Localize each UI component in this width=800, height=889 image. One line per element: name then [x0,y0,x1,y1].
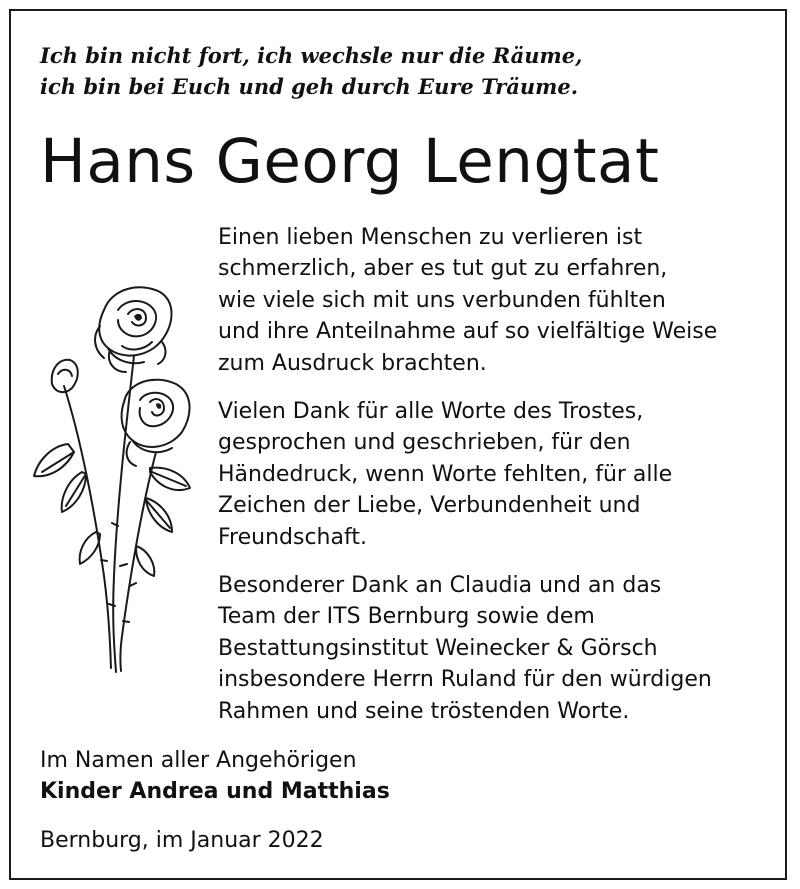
signature-names: Kinder Andrea und Matthias [40,779,390,804]
motto-verse [40,40,582,102]
paragraph-line: Einen lieben Menschen zu verlieren ist [218,225,643,250]
thanks-paragraph-3 [218,570,778,727]
paragraph-line: schmerzlich, aber es tut gut zu erfahren, [218,256,668,282]
deceased-name: Hans Georg Lengtat [40,126,660,197]
paragraph-line: Rahmen und seine tröstenden Worte. [218,698,630,724]
paragraph-line: wie viele sich mit uns verbunden fühlten [218,287,666,313]
paragraph-line: Bestattungsinstitut Weinecker & Görsch [218,635,658,661]
paragraph-line: Händedruck, wenn Worte fehlten, für alle [218,461,673,487]
paragraph-line: gesprochen und geschrieben, für den [218,430,631,456]
paragraph-line: und ihre Anteilnahme auf so vielfältige Weise [218,319,718,345]
place-and-date: Bernburg, im Januar 2022 [40,828,324,853]
thanks-paragraph-1 [218,222,778,379]
motto-line-2: ich bin bei Euch und geh durch Eure Träume. [40,74,579,99]
motto-line-1: Ich bin nicht fort, ich wechsle nur die Räume, [40,43,583,68]
signature-intro: Im Namen aller Angehörigen [40,748,357,773]
rose-illustration-icon [22,276,197,678]
paragraph-line: Besonderer Dank an Claudia und an das [218,573,662,599]
paragraph-line: Freundschaft. [218,524,367,550]
signature-block [40,745,390,807]
thanks-paragraph-2 [218,396,778,553]
paragraph-line: Team der ITS Bernburg sowie dem [218,604,595,630]
paragraph-line: zum Ausdruck brachten. [218,350,487,376]
paragraph-line: Zeichen der Liebe, Verbundenheit und [218,493,641,519]
paragraph-line: insbesondere Herrn Ruland für den würdigen [218,667,712,693]
paragraph-line: Vielen Dank für alle Worte des Trostes, [218,399,644,425]
thanks-text [218,222,778,744]
